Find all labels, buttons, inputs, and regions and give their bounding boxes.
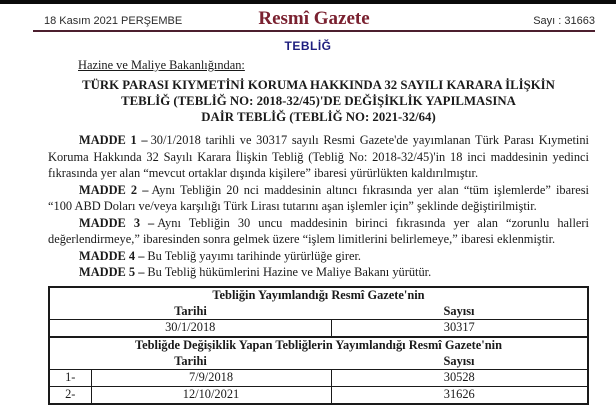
- table-row: [49, 337, 588, 354]
- section1-header-date: Tarihi: [174, 303, 207, 318]
- section2-header-date: Tarihi: [49, 354, 331, 370]
- section2-header-number: Sayısı: [331, 354, 588, 370]
- section-heading: TEBLİĞ: [284, 39, 332, 53]
- section1-cell-number: 30317: [331, 319, 588, 337]
- article-4-label: MADDE 4 –: [79, 248, 145, 263]
- section2-row2-date: 12/10/2021: [91, 386, 331, 404]
- section2-row1-date: 7/9/2018: [91, 369, 331, 386]
- article-3-text: Aynı Tebliğin 30 uncu maddesinin birinci fıkrasında yer alan “zorunlu halleri değerlendirmeye,” ibaresinden sonra gelmek üzere “işlem limitlerini belirlemeye,” ibaresi eklenmiştir.: [48, 215, 589, 246]
- issue-number: Sayı : 31663: [533, 15, 595, 27]
- doc-title-line-1: TÜRK PARASI KIYMETİNİ KORUMA HAKKINDA 32 SAYILI KARARA İLİŞKİN: [82, 78, 555, 92]
- table-row: [49, 287, 588, 304]
- publication-table: [48, 286, 589, 405]
- article-5-label: MADDE 5 –: [79, 265, 145, 279]
- article-4-text: Bu Tebliğ yayımı tarihinde yürürlüğe girer.: [147, 248, 362, 263]
- article-2-text: Aynı Tebliğin 20 nci maddesinin altıncı fıkrasında yer alan “tüm işlemlerde” ibaresi “100 ABD Doları ve/veya karşılığı Türk Lirası tutarını aşan işlemler için” şeklinde değiştirilmiştir.: [48, 182, 590, 213]
- article-1-label: MADDE 1 –: [79, 133, 148, 147]
- section1-cell-date: 30/1/2018: [49, 319, 331, 337]
- article-1: [48, 132, 589, 182]
- gazette-title: Resmî Gazete: [258, 8, 370, 29]
- masthead-date: 18 Kasım 2021 PERŞEMBE: [44, 15, 183, 27]
- article-2: [48, 182, 589, 215]
- doc-title-line-3: DAİR TEBLİĞ (TEBLİĞ NO: 2021-32/64): [201, 110, 436, 124]
- article-1-text: 30/1/2018 tarihli ve 30317 sayılı Resmi Gazete'de yayımlanan Türk Parası Kıymetini Koruma Hakkında 32 Sayılı Karara İlişkin Tebliğ (Tebliğ No: 2018-32/45)'in 18 inci maddesinin yedinci fıkrasında yer alan “mevcut ortaklar dışında kişilere” ibaresi yürürlükten kaldırılmıştır.: [48, 133, 589, 180]
- article-4: [48, 248, 589, 265]
- section1-title: Tebliğin Yayımlandığı Resmî Gazete'nin: [212, 288, 425, 302]
- section1-header-number: Sayısı: [443, 303, 475, 318]
- section2-row2-number: 31626: [331, 386, 588, 404]
- table-row: [49, 354, 588, 370]
- table-row: [49, 369, 588, 386]
- section2-row2-index: 2-: [65, 387, 76, 401]
- table-row: [49, 319, 588, 337]
- doc-title-line-2: TEBLİĞ (TEBLİĞ NO: 2018-32/45)'DE DEĞİŞİKLİK YAPILMASINA: [121, 94, 516, 108]
- article-5: [48, 264, 589, 281]
- section2-row1-index: 1-: [49, 369, 91, 386]
- article-5-text: Bu Tebliğ hükümlerini Hazine ve Maliye Bakanı yürütür.: [147, 265, 432, 279]
- document-body: [48, 58, 589, 405]
- articles: [48, 132, 589, 281]
- ministry-line: Hazine ve Maliye Bakanlığından:: [78, 58, 245, 72]
- article-3: [48, 215, 589, 248]
- article-3-label: MADDE 3 –: [79, 215, 155, 230]
- section2-row1-number: 30528: [331, 369, 588, 386]
- section2-title: Tebliğde Değişiklik Yapan Tebliğlerin Yayımlandığı Resmî Gazete'nin: [135, 338, 502, 352]
- table-row: [49, 386, 588, 404]
- article-2-label: MADDE 2 –: [79, 182, 149, 197]
- masthead: [33, 4, 595, 32]
- table-row: [49, 304, 588, 320]
- doc-title: [48, 77, 589, 125]
